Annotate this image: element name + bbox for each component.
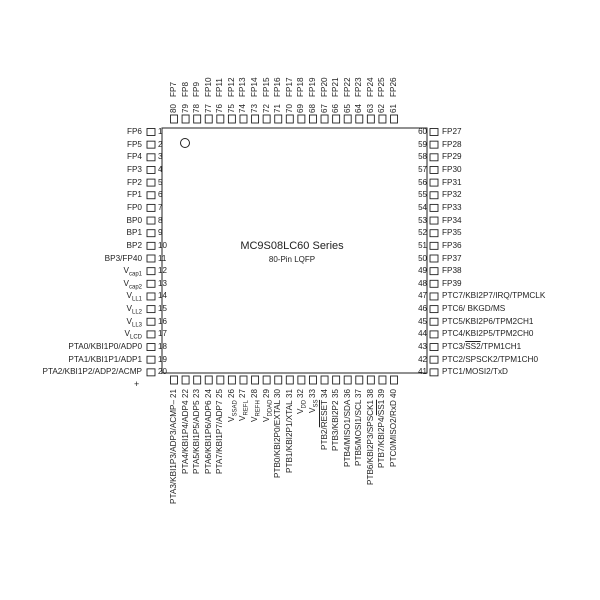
pin-pad — [263, 115, 270, 123]
pin-label: $V_{SS}$ — [307, 399, 320, 413]
pin-number: 7 — [158, 202, 163, 212]
pin-number: 38 — [365, 389, 375, 398]
pin-pad — [321, 115, 328, 123]
pin-pad — [171, 376, 178, 384]
pin-pad — [321, 376, 328, 384]
pin-pad — [147, 318, 155, 325]
pin-label: FP5 — [126, 139, 142, 149]
pin-number: 42 — [418, 354, 427, 364]
pin-pad — [171, 115, 178, 123]
pin-number: 3 — [158, 152, 163, 162]
pin-number: 36 — [342, 389, 352, 398]
pin-number: 5 — [158, 177, 163, 187]
pin-label: FP32 — [442, 190, 462, 200]
pin-number: 27 — [238, 389, 248, 398]
pin-label: FP22 — [342, 77, 352, 97]
pin-pad — [430, 166, 438, 173]
pin-label: FP33 — [442, 202, 462, 212]
pin-number: 35 — [331, 389, 341, 398]
pin-pad — [430, 129, 438, 136]
pin-label: $V_{LL2}$ — [126, 304, 142, 316]
pin-pad — [217, 376, 224, 384]
pin-pad — [298, 376, 305, 384]
pin-number: 14 — [158, 291, 167, 301]
pin-number: 44 — [418, 329, 427, 339]
pin-label: PTA6/KBI1P6/ADP6 — [203, 400, 213, 474]
pin-number: 8 — [158, 215, 163, 225]
pin-pad — [391, 376, 398, 384]
pin-label: FP31 — [442, 177, 462, 187]
pin-pad — [194, 376, 201, 384]
pin-label: FP34 — [442, 215, 462, 225]
pin-pad — [194, 115, 201, 123]
pin-number: 77 — [203, 104, 213, 113]
pin-number: 1 — [158, 127, 163, 136]
pin-pad — [147, 204, 155, 211]
pin-label: PTB7/KBI2P4/SS1 — [377, 399, 387, 468]
pin-pad — [252, 115, 259, 123]
pin-number: 52 — [418, 228, 427, 238]
pin-pad — [367, 376, 374, 384]
pin-label: $V_{REFH}$ — [250, 400, 262, 422]
pin-pad — [147, 141, 155, 148]
pin-pad — [286, 376, 293, 384]
pin-pad — [252, 376, 259, 384]
pin-number: 51 — [418, 240, 427, 250]
pin-label: PTA3/KBI1P3/ADP3/ACMP– — [169, 399, 178, 504]
pin-pad — [147, 369, 155, 376]
pin-label: FP13 — [238, 77, 248, 97]
pin-pad — [147, 268, 155, 275]
pin-number: 26 — [226, 389, 236, 398]
pin-number: 6 — [158, 190, 163, 200]
pin-label: PTB1/KBI2P1/XTAL — [284, 400, 294, 473]
pin-number: 20 — [158, 367, 167, 377]
pin-label: PTC2/SPSCK2/TPM1CH0 — [442, 354, 539, 364]
pin-number: 73 — [250, 104, 260, 113]
pin-label: FP11 — [215, 78, 225, 97]
pin-label: FP36 — [442, 240, 462, 250]
pin-pad — [147, 344, 155, 351]
pin-pad — [217, 115, 224, 123]
pin-number: 68 — [307, 104, 317, 113]
pin-number: 12 — [158, 266, 167, 276]
pin-pad — [147, 179, 155, 186]
pin-label: FP29 — [442, 152, 462, 162]
pin-label: $V_{DDAD}$ — [261, 399, 274, 422]
pin-label: FP9 — [192, 81, 202, 97]
pin-number: 13 — [158, 278, 167, 288]
pin-number: 2 — [158, 139, 163, 149]
pin-pad — [147, 230, 155, 237]
pin-label: $V_{LL3}$ — [126, 316, 142, 329]
pin-pad — [356, 376, 363, 384]
pin-pad — [309, 376, 316, 384]
pin-label: FP35 — [442, 228, 462, 238]
pin-number: 15 — [158, 304, 167, 314]
pin-pad — [430, 268, 438, 275]
pin-label: FP3 — [126, 164, 142, 174]
pin-label: PTB5/MOSI1/SCL — [354, 399, 364, 466]
pin-label: PTB0/KBI2P0/EXTAL — [273, 399, 283, 478]
pin-pad — [182, 115, 189, 123]
pin-pad — [430, 204, 438, 211]
pin-pad — [391, 115, 398, 123]
pin-label: $V_{LL1}$ — [126, 291, 142, 304]
pin-pad — [263, 376, 270, 384]
pin-label: BP2 — [126, 240, 142, 250]
pin-pad — [356, 115, 363, 123]
pin-label: FP7 — [169, 81, 178, 97]
pin-number: 34 — [319, 389, 329, 398]
pin-number: 17 — [158, 329, 167, 339]
pin-label: PTB3/KBI2P2 — [331, 400, 341, 451]
pin-pad — [430, 369, 438, 376]
pin-label: PTC1/MOSI2/TxD — [442, 367, 508, 377]
pin-label: $V_{REFL}$ — [238, 400, 251, 421]
pin-label: FP25 — [377, 77, 387, 97]
pin-number: 49 — [418, 266, 427, 276]
pin-number: 57 — [418, 164, 427, 174]
pin-number: 75 — [226, 104, 236, 113]
pin-pad — [240, 115, 247, 123]
pin-number: 48 — [418, 278, 427, 288]
pin-number: 74 — [238, 104, 248, 113]
pin-label: $V_{SSAD}$ — [226, 400, 239, 422]
pin-number: 33 — [307, 389, 317, 398]
pin-pad — [309, 115, 316, 123]
pin-pad — [430, 230, 438, 237]
pin-number: 4 — [158, 164, 163, 174]
pin-pad — [147, 166, 155, 173]
pin-pad — [430, 293, 438, 300]
pin-number: 31 — [284, 389, 294, 398]
pin-label: FP24 — [365, 77, 375, 97]
pin-label: FP27 — [442, 127, 462, 136]
pin-label: PTC6/ BKGD/MS — [442, 304, 506, 314]
pin-pad — [182, 376, 189, 384]
pin-number: 9 — [158, 228, 163, 238]
pin-label: PTB4/MISO1/SDA — [342, 399, 352, 467]
pin-number: 46 — [418, 304, 427, 314]
pin-number: 47 — [418, 291, 427, 301]
pin-label: FP26 — [389, 77, 399, 97]
pin-pad — [205, 376, 212, 384]
pin-pad — [147, 280, 155, 287]
pin-number: 58 — [418, 152, 427, 162]
pin-label: PTC4/KBI2P5/TPM2CH0 — [442, 329, 534, 339]
pin-pad — [430, 154, 438, 161]
plus-mark: + — [134, 379, 140, 389]
pin-label: FP28 — [442, 139, 462, 149]
pin-number: 69 — [296, 104, 306, 113]
pin-number: 50 — [418, 253, 427, 263]
pin-pad — [430, 318, 438, 325]
chip-package: 80-Pin LQFP — [268, 255, 316, 264]
pin-label: FP39 — [442, 278, 462, 288]
pin-pad — [286, 115, 293, 123]
pin-number: 67 — [319, 104, 329, 113]
pin-label: FP0 — [126, 202, 142, 212]
pin-number: 16 — [158, 316, 167, 326]
pin-label: FP1 — [126, 190, 142, 200]
pin-number: 40 — [389, 389, 399, 398]
pin-number: 41 — [418, 367, 427, 377]
pin-label: BP1 — [126, 228, 142, 238]
pin-pad — [333, 376, 340, 384]
pin-number: 23 — [192, 389, 202, 398]
pin-label: $V_{DD}$ — [296, 399, 309, 414]
pin-number: 24 — [203, 389, 213, 398]
pin-label: FP30 — [442, 164, 462, 174]
pin-label: FP14 — [250, 77, 260, 97]
pin-number: 28 — [250, 389, 260, 398]
pin-number: 11 — [158, 253, 167, 263]
pin-pad — [205, 115, 212, 123]
pin-pad — [379, 115, 386, 123]
pin-label: FP20 — [319, 77, 329, 97]
pin-number: 78 — [192, 104, 202, 113]
pin-pad — [430, 331, 438, 338]
pin-pad — [333, 115, 340, 123]
pin-number: 18 — [158, 342, 167, 352]
pin-number: 39 — [377, 389, 387, 398]
pin-label: PTB6/KBI2P3/SPSCK1 — [365, 399, 375, 485]
pin-pad — [430, 192, 438, 199]
pin-number: 22 — [180, 389, 190, 398]
pin-pad — [147, 154, 155, 161]
pin-number: 43 — [418, 342, 427, 352]
pin-label: $V_{cap2}$ — [123, 278, 142, 291]
pin-number: 53 — [418, 215, 427, 225]
pin-pad — [147, 192, 155, 199]
pin-label: FP18 — [296, 77, 306, 97]
pin-label: FP37 — [442, 253, 462, 263]
pin-label: PTC0/MISO2/RxD — [389, 400, 399, 467]
pin-number: 62 — [377, 104, 387, 113]
pin-number: 64 — [354, 104, 364, 113]
pin-number: 19 — [158, 354, 167, 364]
pin-label: PTA4/KBI1P4/ADP4 — [180, 400, 190, 474]
pin-label: PTC3/SS2/TPM1CH1 — [442, 342, 522, 352]
pin-label: FP8 — [180, 81, 190, 97]
pin-label: FP21 — [331, 77, 341, 97]
pin-label: PTB2/RESET — [319, 399, 329, 450]
pin-pad — [228, 115, 235, 123]
pin-label: FP6 — [126, 127, 142, 136]
pin-pad — [430, 141, 438, 148]
pin-pad — [240, 376, 247, 384]
pin-label: FP19 — [307, 77, 317, 97]
pin-label: PTC5/KBI2P6/TPM2CH1 — [442, 316, 534, 326]
pin-pad — [344, 376, 351, 384]
pin-label: BP0 — [126, 215, 142, 225]
pin-label: FP12 — [226, 77, 236, 97]
pin-number: 63 — [365, 104, 375, 113]
pin-label: PTA0/KBI1P0/ADP0 — [68, 342, 142, 352]
pin-label: PTA5/KBI1P5/ADP5 — [192, 400, 202, 474]
pin-number: 65 — [342, 104, 352, 113]
pin-number: 56 — [418, 177, 427, 187]
pin-pad — [228, 376, 235, 384]
pin-number: 37 — [354, 389, 364, 398]
pin-label: BP3/FP40 — [104, 253, 142, 263]
pin-label: PTA2/KBI1P2/ADP2/ACMP — [42, 367, 142, 377]
pin-label: FP15 — [261, 77, 271, 97]
pin-pad — [298, 115, 305, 123]
pin-pad — [379, 376, 386, 384]
pin-number: 60 — [418, 127, 427, 136]
pin-pad — [367, 115, 374, 123]
pin-number: 70 — [284, 104, 294, 113]
pin-number: 61 — [389, 104, 399, 113]
chip-title: MC9S08LC60 Series — [240, 240, 344, 252]
pin-pad — [147, 217, 155, 224]
pin-number: 25 — [215, 389, 225, 398]
pin-number: 71 — [273, 104, 283, 113]
pin-pad — [275, 376, 282, 384]
pin-pad — [430, 356, 438, 363]
pin-number: 32 — [296, 389, 306, 398]
pin-number: 59 — [418, 139, 427, 149]
pin-number: 79 — [180, 104, 190, 113]
pin-label: $V_{cap1}$ — [123, 266, 142, 278]
pin-number: 45 — [418, 316, 427, 326]
pin-label: FP2 — [126, 177, 142, 187]
pin-number: 72 — [261, 104, 271, 113]
pin-label: FP17 — [284, 77, 294, 97]
pin-label: FP10 — [203, 77, 213, 97]
pin-pad — [147, 293, 155, 300]
pin-label: $V_{LCD}$ — [124, 329, 142, 342]
pin-pad — [430, 217, 438, 224]
pin-pad — [430, 306, 438, 313]
pin-pad — [430, 344, 438, 351]
pin-number: 76 — [215, 104, 225, 113]
pin-number: 80 — [169, 104, 178, 113]
pin-label: FP23 — [354, 77, 364, 97]
pin-number: 30 — [273, 389, 283, 398]
pin-label: FP16 — [273, 77, 283, 97]
pin-number: 54 — [418, 202, 427, 212]
pin-pad — [430, 280, 438, 287]
pin-label: PTA7/KBI1P7/ADP7 — [215, 400, 225, 474]
pin-pad — [147, 331, 155, 338]
pin-number: 21 — [169, 389, 178, 398]
pin-number: 29 — [261, 389, 271, 398]
pin-label: PTA1/KBI1P1/ADP1 — [68, 354, 142, 364]
pin-label: FP38 — [442, 266, 462, 276]
pin-label: FP4 — [126, 152, 142, 162]
pin-pad — [430, 179, 438, 186]
pin-pad — [147, 129, 155, 136]
pin-number: 66 — [331, 104, 341, 113]
pin-number: 55 — [418, 190, 427, 200]
pin-pad — [147, 306, 155, 313]
pin-label: PTC7/KBI2P7/IRQ/TPMCLK — [442, 291, 546, 301]
pin-pad — [275, 115, 282, 123]
pin-number: 10 — [158, 240, 167, 250]
pin1-marker — [181, 139, 190, 148]
pin-pad — [147, 356, 155, 363]
pin-pad — [344, 115, 351, 123]
